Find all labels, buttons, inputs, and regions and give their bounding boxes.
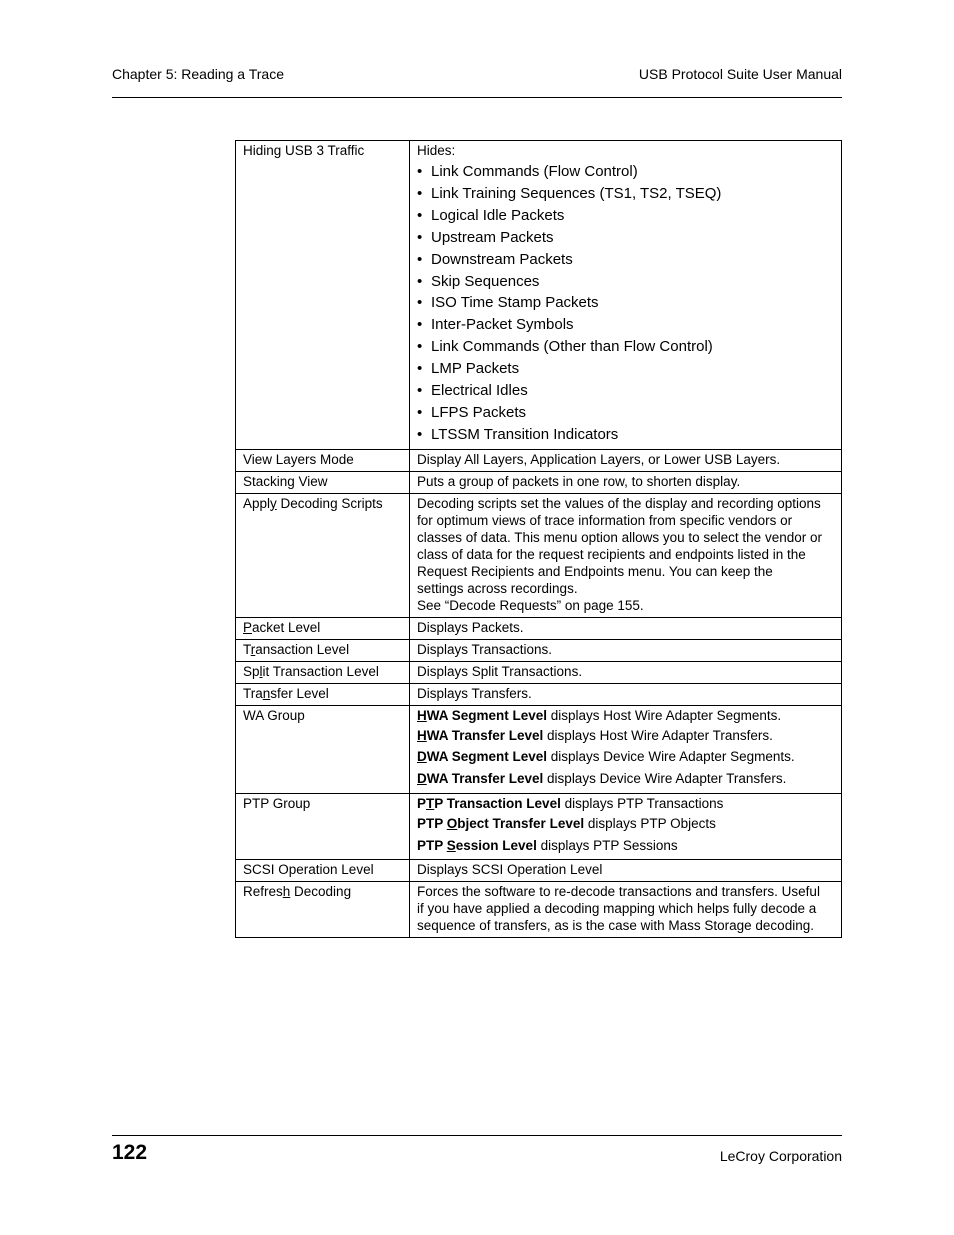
hides-intro: Hides:: [417, 143, 456, 158]
description-line: Request Recipients and Endpoints menu. You can keep the: [417, 563, 773, 579]
option-description: [410, 793, 842, 859]
running-header-chapter: Chapter 5: Reading a Trace: [112, 66, 284, 82]
label-text: it Transaction Level: [262, 663, 379, 679]
header-rule: [112, 97, 842, 98]
label-text: Appl: [243, 495, 271, 511]
option-name: [236, 617, 410, 639]
option-description: Displays SCSI Operation Level: [410, 860, 842, 882]
option-description: Displays Transactions.: [410, 639, 842, 661]
sub-option: [417, 813, 834, 835]
option-description: Displays Packets.: [410, 617, 842, 639]
footer-company: LeCroy Corporation: [719, 1148, 842, 1164]
table-row: [236, 617, 842, 639]
running-header-manual-title: USB Protocol Suite User Manual: [638, 66, 842, 82]
option-name: PTP Group: [236, 793, 410, 859]
option-name: View Layers Mode: [236, 449, 410, 471]
list-item: • LTSSM Transition Indicators: [417, 424, 834, 446]
label-text: T: [243, 641, 251, 657]
table-row: [236, 882, 842, 938]
accelerator-key: H: [417, 707, 427, 723]
table-row: [236, 705, 842, 793]
description-line: Decoding scripts set the values of the display and recording options: [417, 495, 821, 511]
table-row: [236, 793, 842, 859]
table-row: [236, 639, 842, 661]
option-name: [236, 639, 410, 661]
accelerator-key: T: [426, 795, 435, 811]
option-description: Displays Split Transactions.: [410, 661, 842, 683]
sub-option-text: displays Device Wire Adapter Segments.: [547, 749, 795, 765]
sub-option: [417, 707, 834, 725]
description-line: for optimum views of trace information from specific vendors or: [417, 512, 793, 528]
list-item: • Logical Idle Packets: [417, 205, 834, 227]
description-line: classes of data. This menu option allows you to select the vendor or: [417, 529, 822, 545]
list-item: • LMP Packets: [417, 358, 834, 380]
option-name: [236, 493, 410, 617]
label-text: Refres: [243, 884, 283, 900]
list-item: • LFPS Packets: [417, 402, 834, 424]
option-description: [410, 705, 842, 793]
accelerator-key: D: [417, 749, 427, 765]
sub-option-name: P Transaction Level: [434, 795, 561, 811]
sub-option-name: PTP: [417, 837, 447, 853]
option-description: Puts a group of packets in one row, to shorten display.: [410, 471, 842, 493]
hidden-traffic-list: [417, 161, 834, 446]
sub-option-name: PTP: [417, 815, 447, 831]
label-text: Decoding Scripts: [276, 495, 383, 511]
sub-option-text: displays PTP Sessions: [536, 837, 678, 853]
option-description: Displays Transfers.: [410, 683, 842, 705]
accelerator-key: H: [417, 727, 427, 743]
sub-option-name: WA Transfer Level: [426, 727, 544, 743]
option-name: SCSI Operation Level: [236, 860, 410, 882]
accelerator-key: n: [262, 685, 271, 701]
cross-reference: See “Decode Requests” on page 155.: [417, 597, 644, 613]
list-item: • ISO Time Stamp Packets: [417, 292, 834, 314]
sub-option-name: WA Segment Level: [426, 749, 548, 765]
sub-option-text: displays Host Wire Adapter Segments.: [547, 707, 782, 723]
accelerator-key: O: [446, 815, 458, 831]
list-item: • Electrical Idles: [417, 380, 834, 402]
table-row: [236, 683, 842, 705]
accelerator-key: h: [282, 884, 291, 900]
label-text: Tra: [243, 685, 263, 701]
description-line: settings across recordings.: [417, 580, 578, 596]
sub-option: [417, 746, 834, 768]
description-line: class of data for the request recipients and endpoints listed in the: [417, 546, 806, 562]
option-description: [410, 882, 842, 938]
sub-option-name: ession Level: [455, 837, 537, 853]
accelerator-key: P: [243, 619, 253, 635]
list-item: • Downstream Packets: [417, 249, 834, 271]
list-item: • Upstream Packets: [417, 227, 834, 249]
description-line: if you have applied a decoding mapping which helps fully decode a: [417, 901, 817, 917]
option-name: WA Group: [236, 705, 410, 793]
table-row: [236, 449, 842, 471]
option-name: Stacking View: [236, 471, 410, 493]
table-row: [236, 860, 842, 882]
option-name: Hiding USB 3 Traffic: [236, 141, 410, 450]
option-description: [410, 493, 842, 617]
label-text: sfer Level: [270, 685, 329, 701]
description-line: sequence of transfers, as is the case with Mass Storage decoding.: [417, 918, 814, 934]
table-row: [236, 493, 842, 617]
footer-rule: [112, 1135, 842, 1136]
list-item: • Link Commands (Other than Flow Control): [417, 336, 834, 358]
list-item: • Inter-Packet Symbols: [417, 314, 834, 336]
sub-option: [417, 835, 834, 857]
list-item: • Skip Sequences: [417, 271, 834, 293]
sub-option-text: displays PTP Transactions: [560, 795, 724, 811]
label-text: Sp: [243, 663, 260, 679]
sub-option-name: bject Transfer Level: [457, 815, 585, 831]
sub-option: [417, 795, 834, 813]
sub-option-text: displays PTP Objects: [584, 815, 716, 831]
sub-option-name: P: [417, 795, 427, 811]
label-text: ansaction Level: [255, 641, 350, 657]
description-line: Forces the software to re-decode transactions and transfers. Useful: [417, 884, 820, 900]
sub-option-text: displays Host Wire Adapter Transfers.: [543, 727, 773, 743]
sub-option-name: WA Segment Level: [426, 707, 548, 723]
option-name: [236, 661, 410, 683]
option-name: [236, 683, 410, 705]
sub-option: [417, 768, 834, 790]
page-number: 122: [112, 1141, 148, 1164]
sub-option: [417, 725, 834, 747]
option-name: [236, 882, 410, 938]
table-row: [236, 141, 842, 450]
list-item: • Link Training Sequences (TS1, TS2, TSEQ): [417, 183, 834, 205]
option-description: [410, 141, 842, 450]
accelerator-key: S: [446, 837, 456, 853]
label-text: Decoding: [290, 884, 352, 900]
label-text: acket Level: [252, 619, 321, 635]
table-row: [236, 471, 842, 493]
accelerator-key: l: [259, 663, 263, 679]
accelerator-key: D: [417, 771, 427, 787]
list-item: • Link Commands (Flow Control): [417, 161, 834, 183]
option-description: Display All Layers, Application Layers, or Lower USB Layers.: [410, 449, 842, 471]
sub-option-text: displays Device Wire Adapter Transfers.: [543, 771, 787, 787]
table-row: [236, 661, 842, 683]
accelerator-key: r: [250, 641, 256, 657]
sub-option-name: WA Transfer Level: [426, 771, 544, 787]
accelerator-key: y: [270, 495, 277, 511]
menu-options-table: [235, 140, 842, 938]
